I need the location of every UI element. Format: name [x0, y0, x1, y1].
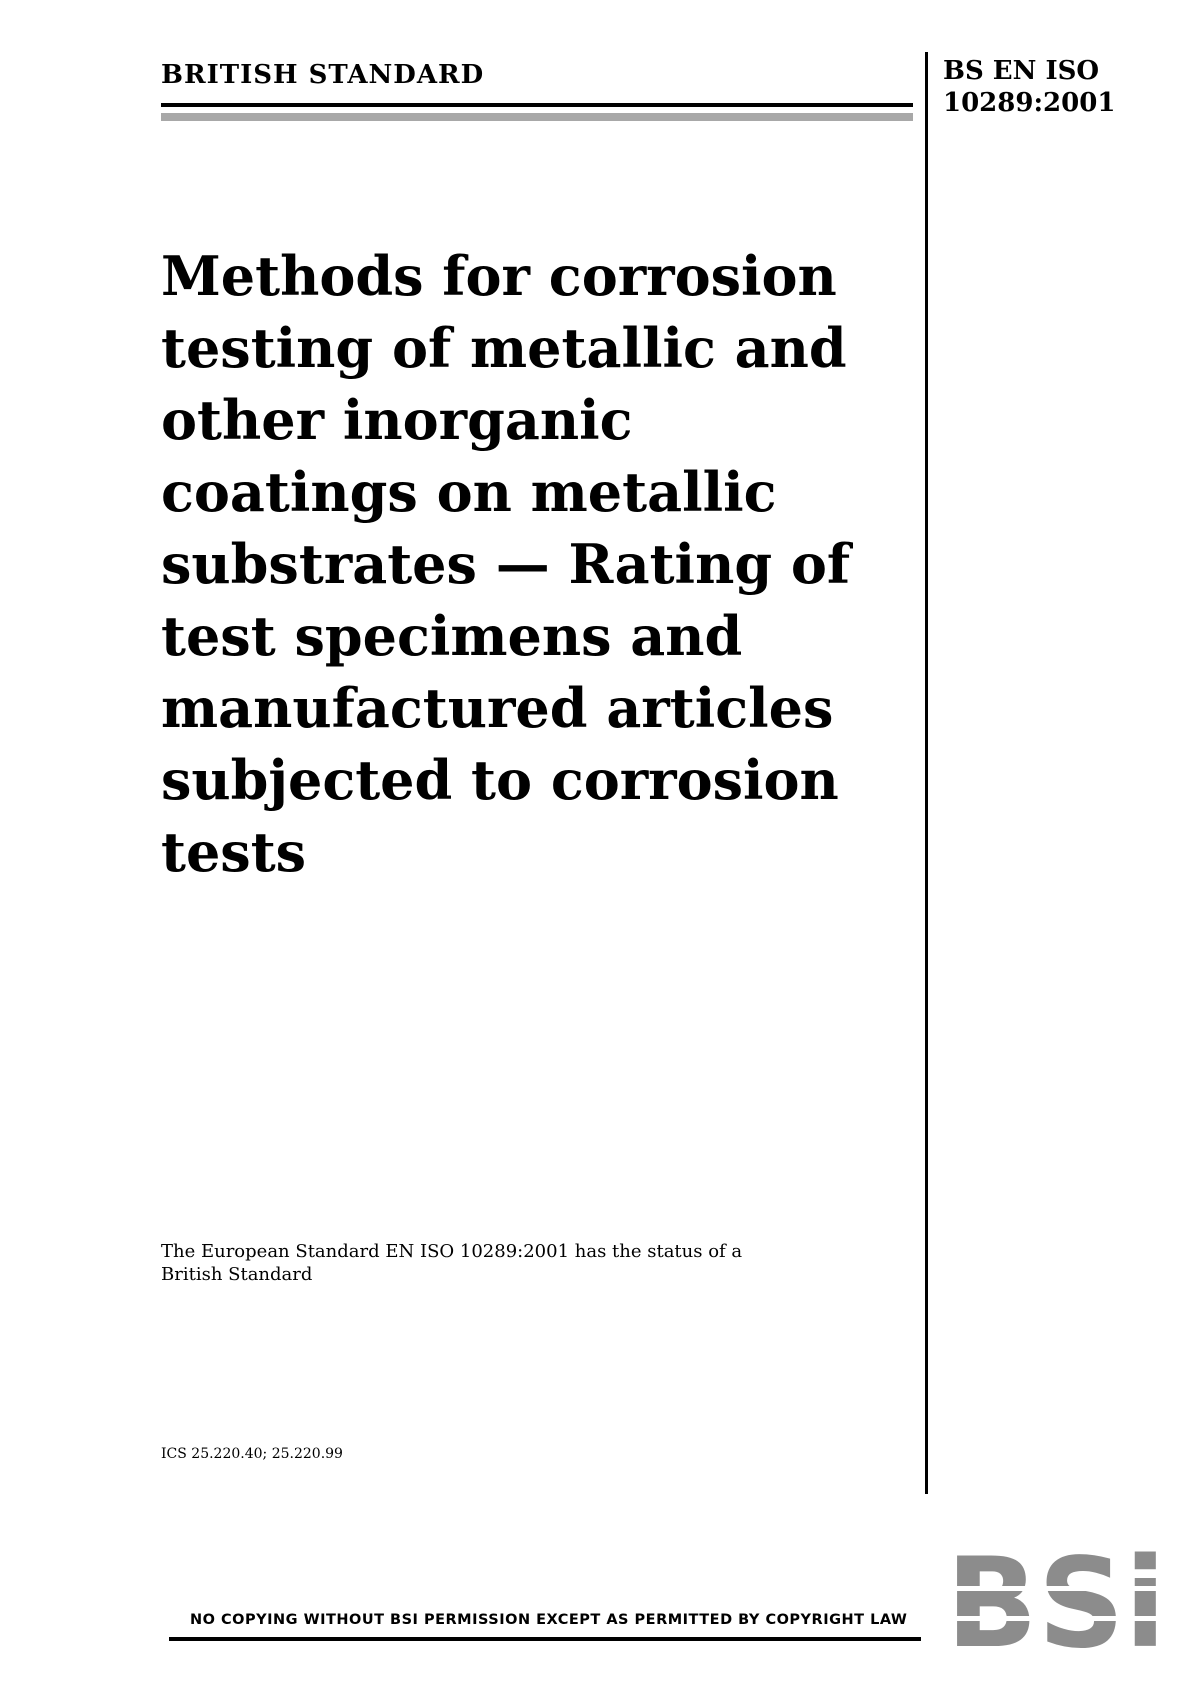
status-statement [161, 1240, 781, 1286]
title-line: manufactured articles [161, 676, 834, 740]
title-line: subjected to corrosion [161, 748, 839, 812]
title-line: test specimens and [161, 604, 743, 668]
status-line: British Standard [161, 1264, 313, 1285]
designation-line: BS EN ISO [943, 56, 1100, 86]
standard-type-label: BRITISH STANDARD [161, 60, 485, 90]
status-line: The European Standard EN ISO 10289:2001 has the status of a [161, 1241, 743, 1262]
logo-stripe [946, 1616, 1166, 1621]
vertical-divider [925, 52, 928, 1494]
title-line: coatings on metallic [161, 460, 777, 524]
header-rule-grey [161, 113, 913, 121]
title-line: Methods for corrosion [161, 244, 837, 308]
logo-stripe [946, 1586, 1166, 1591]
footer-rule [169, 1637, 921, 1641]
logo-fill [946, 1546, 1166, 1656]
standard-designation [943, 55, 1116, 119]
copyright-notice: NO COPYING WITHOUT BSI PERMISSION EXCEPT AS PERMITTED BY COPYRIGHT LAW [190, 1612, 908, 1628]
bsi-logo [946, 1546, 1166, 1656]
title-line: tests [161, 820, 307, 884]
header-rule-black [161, 103, 913, 107]
ics-codes: ICS 25.220.40; 25.220.99 [161, 1446, 343, 1462]
designation-line: 10289:2001 [943, 88, 1116, 118]
title-line: testing of metallic and [161, 316, 847, 380]
title-line: other inorganic [161, 388, 633, 452]
document-title [161, 240, 921, 888]
title-line: substrates — Rating of [161, 532, 851, 596]
